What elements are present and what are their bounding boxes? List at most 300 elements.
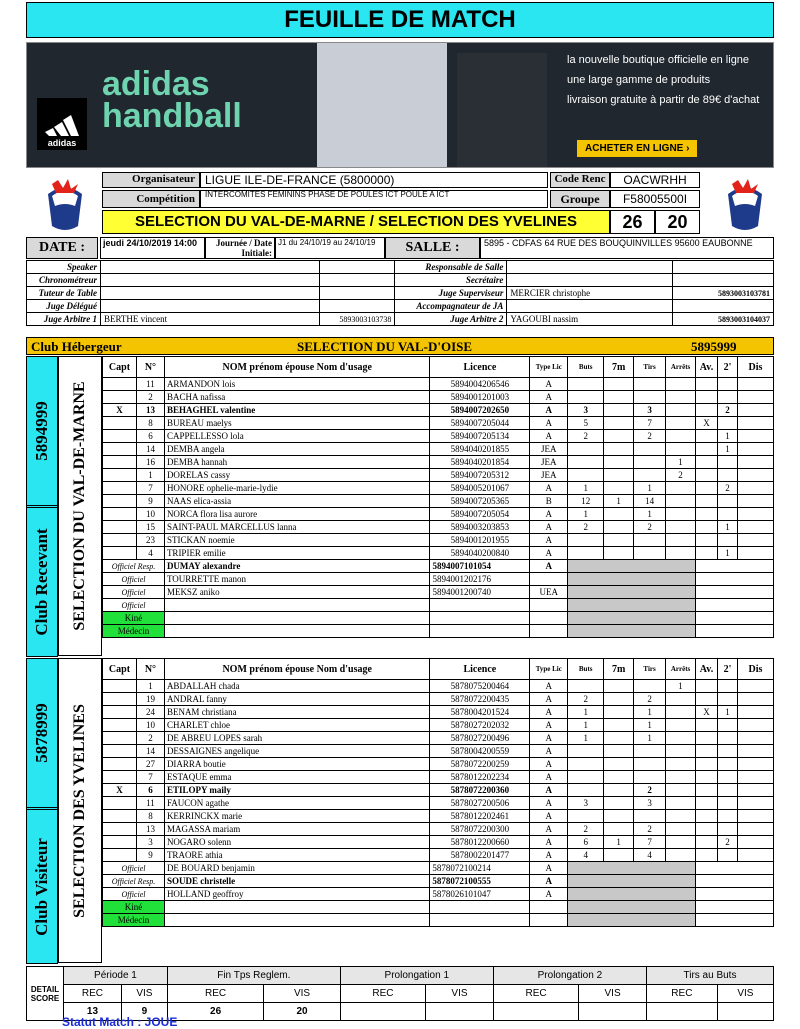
staff-row bbox=[103, 862, 774, 875]
player-n: 10 bbox=[136, 508, 164, 521]
player-capt bbox=[103, 534, 137, 547]
staff-licence: 5894001200740 bbox=[430, 586, 530, 599]
player-type: A bbox=[530, 797, 568, 810]
staff-type bbox=[530, 573, 568, 586]
player-name: ANDRAL fanny bbox=[164, 693, 429, 706]
official-number: 5893003103738 bbox=[320, 313, 395, 326]
staff-name: DE BOUARD benjamin bbox=[164, 862, 429, 875]
player-name: ABDALLAH chada bbox=[164, 680, 429, 693]
player-two: 2 bbox=[718, 836, 738, 849]
player-two: 2 bbox=[718, 482, 738, 495]
official-number bbox=[320, 300, 395, 313]
player-two bbox=[718, 417, 738, 430]
roster-header-cell: Arrêts bbox=[666, 659, 696, 680]
player-lic: 5878002201477 bbox=[430, 849, 530, 862]
player-lic: 5894007205044 bbox=[430, 417, 530, 430]
staff-name: TOURRETTE manon bbox=[164, 573, 430, 586]
player-name: FAUCON agathe bbox=[164, 797, 429, 810]
player-tirs bbox=[634, 391, 666, 404]
official-number-right bbox=[673, 261, 774, 274]
staff-row bbox=[103, 573, 774, 586]
player-image bbox=[317, 43, 447, 168]
away-roster-header bbox=[103, 659, 774, 680]
player-name: DORELAS cassy bbox=[164, 469, 430, 482]
home-code-panel: 5894999 bbox=[26, 356, 58, 506]
player-n: 4 bbox=[136, 547, 164, 560]
player-av bbox=[696, 719, 718, 732]
player-tirs: 1 bbox=[634, 732, 666, 745]
host-club-name: SELECTION DU VAL-D'OISE bbox=[297, 339, 473, 354]
player-buts: 4 bbox=[568, 849, 604, 862]
staff-grey-cell bbox=[568, 560, 696, 573]
player-name: SAINT-PAUL MARCELLUS lanna bbox=[164, 521, 430, 534]
player-dis bbox=[737, 482, 773, 495]
player-two bbox=[718, 456, 738, 469]
medical-type bbox=[530, 901, 568, 914]
player-name: DESSAIGNES angelique bbox=[164, 745, 429, 758]
journee-value: J1 du 24/10/19 au 24/10/19 bbox=[275, 237, 385, 259]
home-side-panel bbox=[26, 356, 58, 656]
player-type: A bbox=[530, 547, 568, 560]
roster-header-cell: 7m bbox=[604, 659, 634, 680]
player-two bbox=[718, 784, 738, 797]
player-dis bbox=[737, 469, 773, 482]
official-name: BERTHE vincent bbox=[100, 313, 320, 326]
player-two: 2 bbox=[718, 404, 738, 417]
player-arr bbox=[666, 784, 696, 797]
player-lic: 5878004201524 bbox=[430, 706, 530, 719]
player-two bbox=[718, 732, 738, 745]
player-name: BUREAU maelys bbox=[164, 417, 430, 430]
home-side-label: Club Recevant bbox=[26, 507, 58, 657]
player-buts: 6 bbox=[568, 836, 604, 849]
ffhb-logo-left bbox=[38, 176, 92, 236]
player-buts: 1 bbox=[568, 732, 604, 745]
groupe-label: Groupe bbox=[550, 190, 610, 208]
player-two bbox=[718, 495, 738, 508]
player-type: A bbox=[530, 706, 568, 719]
player-buts bbox=[568, 771, 604, 784]
official-role-label-right: Responsable de Salle bbox=[395, 261, 507, 274]
player-av bbox=[696, 836, 718, 849]
player-buts: 3 bbox=[568, 797, 604, 810]
player-name: KERRINCKX marie bbox=[164, 810, 429, 823]
official-number-right: 5893003103781 bbox=[673, 287, 774, 300]
player-m7 bbox=[604, 508, 634, 521]
player-arr bbox=[666, 745, 696, 758]
player-two: 1 bbox=[718, 521, 738, 534]
player-arr bbox=[666, 706, 696, 719]
player-capt: X bbox=[103, 784, 137, 797]
player-av bbox=[696, 693, 718, 706]
player-name: STICKAN noemie bbox=[164, 534, 430, 547]
player-arr: 2 bbox=[666, 469, 696, 482]
player-buts: 1 bbox=[568, 719, 604, 732]
player-name: CHARLET chloe bbox=[164, 719, 429, 732]
player-arr bbox=[666, 547, 696, 560]
player-tirs: 2 bbox=[634, 823, 666, 836]
medical-licence bbox=[430, 625, 530, 638]
score-period-header: Prolongation 2 bbox=[493, 967, 646, 985]
player-av bbox=[696, 810, 718, 823]
official-number bbox=[320, 261, 395, 274]
player-m7 bbox=[604, 404, 634, 417]
player-m7 bbox=[604, 391, 634, 404]
player-name: MAGASSA mariam bbox=[164, 823, 429, 836]
player-capt bbox=[103, 758, 137, 771]
player-dis bbox=[737, 443, 773, 456]
player-dis bbox=[737, 745, 773, 758]
player-two bbox=[718, 849, 738, 862]
player-m7 bbox=[604, 823, 634, 836]
roster-header-cell: Av. bbox=[696, 659, 718, 680]
player-type: A bbox=[530, 836, 568, 849]
player-type: B bbox=[530, 495, 568, 508]
staff-empty-cell bbox=[696, 888, 774, 901]
player-name: BENAM christiana bbox=[164, 706, 429, 719]
match-status: Statut Match : JOUE bbox=[62, 1015, 178, 1029]
banner-brand: adidas handball bbox=[102, 65, 242, 135]
player-row bbox=[103, 680, 774, 693]
player-arr bbox=[666, 758, 696, 771]
player-name: TRIPIER emilie bbox=[164, 547, 430, 560]
player-buts bbox=[568, 378, 604, 391]
player-lic: 5878027200496 bbox=[430, 732, 530, 745]
score-rec-value bbox=[646, 1003, 717, 1021]
staff-type: A bbox=[530, 875, 568, 888]
player-tirs: 1 bbox=[634, 706, 666, 719]
staff-empty-cell bbox=[696, 560, 774, 573]
player-buts: 12 bbox=[568, 495, 604, 508]
medical-licence bbox=[430, 914, 530, 927]
official-role-label-right: Accompagnateur de JA bbox=[395, 300, 507, 313]
player-tirs bbox=[634, 745, 666, 758]
player-n: 8 bbox=[136, 417, 164, 430]
player-av bbox=[696, 849, 718, 862]
player-capt bbox=[103, 456, 137, 469]
staff-grey-cell bbox=[568, 586, 696, 599]
player-tirs bbox=[634, 758, 666, 771]
player-av bbox=[696, 547, 718, 560]
player-arr bbox=[666, 391, 696, 404]
player-lic: 5878027200506 bbox=[430, 797, 530, 810]
score-vis-value bbox=[717, 1003, 773, 1021]
player-lic: 5894040201854 bbox=[430, 456, 530, 469]
adidas-banner[interactable] bbox=[26, 42, 774, 168]
player-arr bbox=[666, 443, 696, 456]
score-home: 26 bbox=[610, 210, 655, 234]
staff-row bbox=[103, 875, 774, 888]
code-renc-value: OACWRHH bbox=[610, 172, 700, 188]
player-type: JEA bbox=[530, 469, 568, 482]
ffhb-logo-right bbox=[718, 176, 772, 236]
player-type: A bbox=[530, 745, 568, 758]
player-buts bbox=[568, 534, 604, 547]
player-capt bbox=[103, 797, 137, 810]
player-two bbox=[718, 810, 738, 823]
score-rec-value bbox=[493, 1003, 578, 1021]
medical-row bbox=[103, 901, 774, 914]
player-tirs: 2 bbox=[634, 693, 666, 706]
player-two: 1 bbox=[718, 443, 738, 456]
player-name: ESTAQUE emma bbox=[164, 771, 429, 784]
player-row bbox=[103, 430, 774, 443]
player-buts bbox=[568, 469, 604, 482]
player-m7: 1 bbox=[604, 836, 634, 849]
player-name: TRAORE athia bbox=[164, 849, 429, 862]
player-arr bbox=[666, 797, 696, 810]
player-tirs: 2 bbox=[634, 430, 666, 443]
player-m7 bbox=[604, 849, 634, 862]
away-team-name: SELECTION DES YVELINES bbox=[58, 658, 102, 963]
staff-role: Officiel bbox=[103, 573, 165, 586]
player-lic: 5894007205134 bbox=[430, 430, 530, 443]
detail-score-label: DETAIL SCORE bbox=[27, 967, 64, 1021]
competition-label: Compétition bbox=[102, 190, 200, 208]
staff-grey-cell bbox=[568, 599, 696, 612]
player-name: DEMBA angela bbox=[164, 443, 430, 456]
medical-row bbox=[103, 914, 774, 927]
roster-header-cell: N° bbox=[136, 357, 164, 378]
player-capt bbox=[103, 732, 137, 745]
home-roster-header bbox=[103, 357, 774, 378]
player-row bbox=[103, 378, 774, 391]
score-vis-header: VIS bbox=[121, 985, 167, 1003]
player-m7 bbox=[604, 797, 634, 810]
player-row bbox=[103, 745, 774, 758]
player-buts: 5 bbox=[568, 417, 604, 430]
player-av bbox=[696, 680, 718, 693]
official-role-label: Tuteur de Table bbox=[27, 287, 101, 300]
player-buts bbox=[568, 680, 604, 693]
player-row bbox=[103, 810, 774, 823]
roster-header-cell: Buts bbox=[568, 659, 604, 680]
player-av bbox=[696, 443, 718, 456]
official-role-label: Chronométreur bbox=[27, 274, 101, 287]
code-renc-label: Code Renc bbox=[550, 172, 610, 188]
player-type: A bbox=[530, 534, 568, 547]
page-title: FEUILLE DE MATCH bbox=[26, 2, 774, 38]
player-two bbox=[718, 693, 738, 706]
player-arr bbox=[666, 508, 696, 521]
staff-empty-cell bbox=[696, 862, 774, 875]
player-two bbox=[718, 771, 738, 784]
player-buts bbox=[568, 456, 604, 469]
roster-header-cell: Capt bbox=[103, 357, 137, 378]
official-name-right bbox=[507, 300, 673, 313]
staff-row bbox=[103, 586, 774, 599]
player-n: 24 bbox=[136, 706, 164, 719]
score-rec-header: REC bbox=[646, 985, 717, 1003]
player-row bbox=[103, 758, 774, 771]
player-two bbox=[718, 469, 738, 482]
player-two: 1 bbox=[718, 547, 738, 560]
player-name: ARMANDON lois bbox=[164, 378, 430, 391]
player-av: X bbox=[696, 417, 718, 430]
player-buts bbox=[568, 745, 604, 758]
player-dis bbox=[737, 521, 773, 534]
player-name: CAPPELLESSO lola bbox=[164, 430, 430, 443]
player-m7 bbox=[604, 693, 634, 706]
score-side-row bbox=[27, 985, 774, 1003]
medical-grey-cell bbox=[568, 914, 696, 927]
player-n: 8 bbox=[136, 810, 164, 823]
player-name: NORCA flora lisa aurore bbox=[164, 508, 430, 521]
player-av bbox=[696, 456, 718, 469]
player-m7 bbox=[604, 378, 634, 391]
player-arr bbox=[666, 495, 696, 508]
player-arr bbox=[666, 534, 696, 547]
player-m7 bbox=[604, 456, 634, 469]
player-type: JEA bbox=[530, 443, 568, 456]
player-buts bbox=[568, 758, 604, 771]
player-type: A bbox=[530, 482, 568, 495]
player-tirs bbox=[634, 680, 666, 693]
player-row bbox=[103, 404, 774, 417]
roster-header-cell: 2' bbox=[718, 659, 738, 680]
salle-value: 5895 - CDFAS 64 RUE DES BOUQUINVILLES 95600 EAUBONNE bbox=[480, 237, 774, 259]
score-rec-value: 13 bbox=[64, 1003, 122, 1021]
host-club-bar bbox=[26, 337, 774, 355]
staff-role: Officiel bbox=[103, 862, 165, 875]
official-row bbox=[27, 313, 774, 326]
player-two bbox=[718, 680, 738, 693]
staff-name bbox=[164, 599, 430, 612]
staff-row bbox=[103, 888, 774, 901]
staff-role: Officiel bbox=[103, 888, 165, 901]
player-name: NAAS elica-assia bbox=[164, 495, 430, 508]
roster-header-cell: Dis bbox=[737, 659, 773, 680]
player-capt bbox=[103, 482, 137, 495]
player-name: BEHAGHEL valentine bbox=[164, 404, 430, 417]
player-arr bbox=[666, 378, 696, 391]
player-n: 7 bbox=[136, 771, 164, 784]
official-row bbox=[27, 287, 774, 300]
player-capt bbox=[103, 836, 137, 849]
player-tirs bbox=[634, 378, 666, 391]
score-period-header: Fin Tps Reglem. bbox=[167, 967, 340, 985]
medical-kine-label: Kiné bbox=[103, 901, 165, 914]
medical-medecin-label: Médecin bbox=[103, 625, 165, 638]
official-name-right bbox=[507, 261, 673, 274]
player-m7: 1 bbox=[604, 495, 634, 508]
player-capt bbox=[103, 693, 137, 706]
player-av bbox=[696, 797, 718, 810]
player-n: 19 bbox=[136, 693, 164, 706]
player-tirs bbox=[634, 443, 666, 456]
medical-kine-label: Kiné bbox=[103, 612, 165, 625]
medical-name bbox=[164, 612, 430, 625]
home-roster bbox=[102, 356, 774, 638]
player-buts: 2 bbox=[568, 521, 604, 534]
player-av bbox=[696, 404, 718, 417]
medical-name bbox=[164, 625, 430, 638]
roster-header-cell: Capt bbox=[103, 659, 137, 680]
player-m7 bbox=[604, 417, 634, 430]
player-av bbox=[696, 391, 718, 404]
staff-name: HOLLAND geoffroy bbox=[164, 888, 429, 901]
player-name: NOGARO solenn bbox=[164, 836, 429, 849]
medical-grey-cell bbox=[568, 901, 696, 914]
score-vis-value: 20 bbox=[264, 1003, 340, 1021]
player-lic: 5894001201003 bbox=[430, 391, 530, 404]
player-arr bbox=[666, 823, 696, 836]
player-name: BACHA nafissa bbox=[164, 391, 430, 404]
player-row bbox=[103, 469, 774, 482]
official-name-right: YAGOUBI nassim bbox=[507, 313, 673, 326]
player-n: 16 bbox=[136, 456, 164, 469]
staff-grey-cell bbox=[568, 875, 696, 888]
player-lic: 5894007205312 bbox=[430, 469, 530, 482]
player-type: A bbox=[530, 719, 568, 732]
player-tirs bbox=[634, 547, 666, 560]
player-type: A bbox=[530, 680, 568, 693]
staff-empty-cell bbox=[696, 573, 774, 586]
medical-row bbox=[103, 612, 774, 625]
player-av bbox=[696, 758, 718, 771]
player-lic: 5894040200840 bbox=[430, 547, 530, 560]
player-tirs: 1 bbox=[634, 719, 666, 732]
player-lic: 5894007202650 bbox=[430, 404, 530, 417]
player-lic: 5878072200300 bbox=[430, 823, 530, 836]
player-type: A bbox=[530, 508, 568, 521]
away-side-label: Club Visiteur bbox=[26, 809, 58, 964]
player-tirs: 3 bbox=[634, 797, 666, 810]
player-dis bbox=[737, 404, 773, 417]
roster-header-cell: Tirs bbox=[634, 659, 666, 680]
roster-header-cell: NOM prénom épouse Nom d'usage bbox=[164, 659, 429, 680]
player-row bbox=[103, 482, 774, 495]
medical-licence bbox=[430, 612, 530, 625]
score-rec-header: REC bbox=[64, 985, 122, 1003]
player-name: DIARRA boutie bbox=[164, 758, 429, 771]
roster-header-cell: Licence bbox=[430, 357, 530, 378]
player-lic: 5894005201067 bbox=[430, 482, 530, 495]
score-period-row bbox=[27, 967, 774, 985]
player-dis bbox=[737, 456, 773, 469]
buy-online-button[interactable]: ACHETER EN LIGNE › bbox=[577, 140, 697, 157]
official-role-label: Juge Délégué bbox=[27, 300, 101, 313]
player-row bbox=[103, 391, 774, 404]
player-two bbox=[718, 391, 738, 404]
host-club-code: 5895999 bbox=[691, 339, 737, 354]
player-type: A bbox=[530, 849, 568, 862]
player-buts: 2 bbox=[568, 430, 604, 443]
official-name bbox=[100, 274, 320, 287]
player-row bbox=[103, 719, 774, 732]
roster-header-cell: Av. bbox=[696, 357, 718, 378]
player-capt bbox=[103, 680, 137, 693]
official-number bbox=[320, 274, 395, 287]
staff-type: A bbox=[530, 862, 568, 875]
player-type: A bbox=[530, 378, 568, 391]
player-row bbox=[103, 521, 774, 534]
player-two bbox=[718, 797, 738, 810]
player-n: 6 bbox=[136, 430, 164, 443]
medical-type bbox=[530, 625, 568, 638]
player-dis bbox=[737, 391, 773, 404]
player-row bbox=[103, 534, 774, 547]
player-two bbox=[718, 823, 738, 836]
player-dis bbox=[737, 758, 773, 771]
player-type: A bbox=[530, 430, 568, 443]
official-row bbox=[27, 274, 774, 287]
player-capt bbox=[103, 391, 137, 404]
player-row bbox=[103, 836, 774, 849]
player-buts bbox=[568, 443, 604, 456]
player-row bbox=[103, 547, 774, 560]
player-dis bbox=[737, 495, 773, 508]
